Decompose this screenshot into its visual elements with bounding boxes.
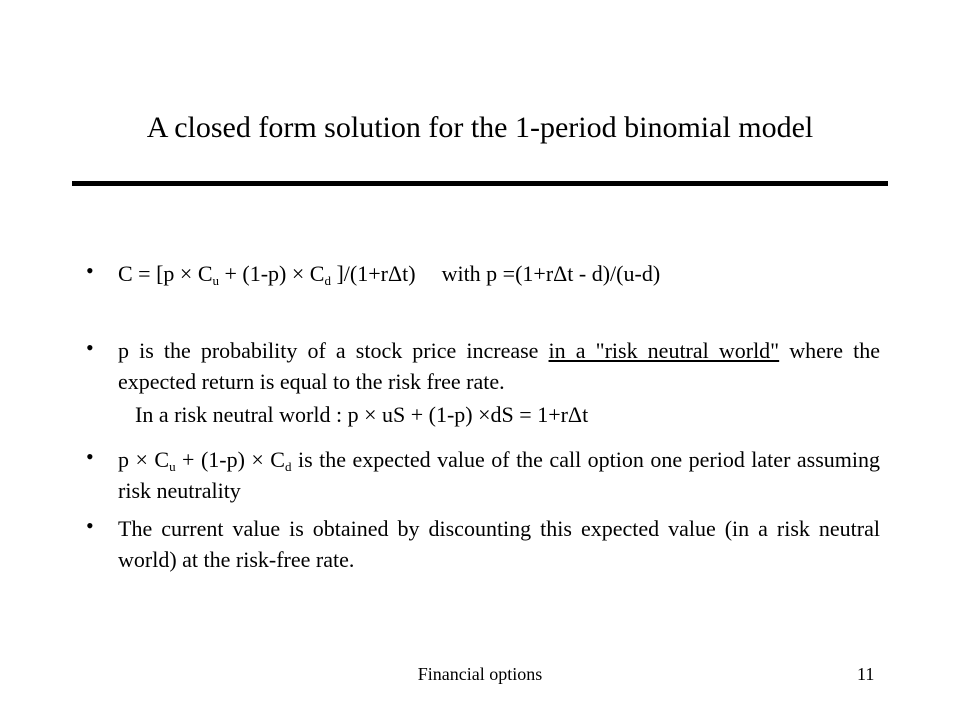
slide-title: A closed form solution for the 1-period binomial model (146, 111, 814, 144)
page-number: 11 (857, 664, 875, 684)
bullet-formula-call-value (118, 258, 880, 289)
text-part: where the expected return is equal to the risk free rate. (118, 338, 880, 394)
bullet-marker: • (86, 335, 94, 360)
bullet-discounting: The current value is obtained by discounting this expected value (in a risk neutral world) at the risk-free rate. (118, 516, 880, 572)
bullet-marker: • (86, 444, 94, 469)
footer-title: Financial options (417, 664, 543, 684)
formula-subscript: u (169, 459, 176, 474)
title-divider (72, 181, 888, 186)
underlined-text: in a "risk neutral world" (548, 338, 780, 363)
text-part: p is the probability of a stock price increase (118, 338, 549, 363)
risk-neutral-equation: In a risk neutral world : p × uS + (1-p) ×dS = 1+rΔt (135, 402, 589, 427)
formula-subscript: d (284, 459, 292, 474)
formula-part: + (1-p) × C (175, 447, 285, 472)
formula-part: + (1-p) × C (219, 261, 325, 286)
formula-subscript: d (324, 273, 331, 288)
bullet-marker: • (86, 258, 94, 283)
formula-probability-definition: with p =(1+rΔt - d)/(u-d) (441, 261, 661, 286)
bullet-marker: • (86, 513, 94, 538)
bullet-probability-explanation (118, 335, 880, 397)
formula-part: ]/(1+rΔt) (330, 261, 416, 286)
text-part: is the expected value of the call option one period later assuming risk neutrality (118, 447, 880, 503)
formula-part: C = [p × C (118, 261, 213, 286)
bullet-expected-value (118, 444, 880, 506)
formula-subscript: u (212, 273, 219, 288)
formula-part: p × C (118, 447, 170, 472)
